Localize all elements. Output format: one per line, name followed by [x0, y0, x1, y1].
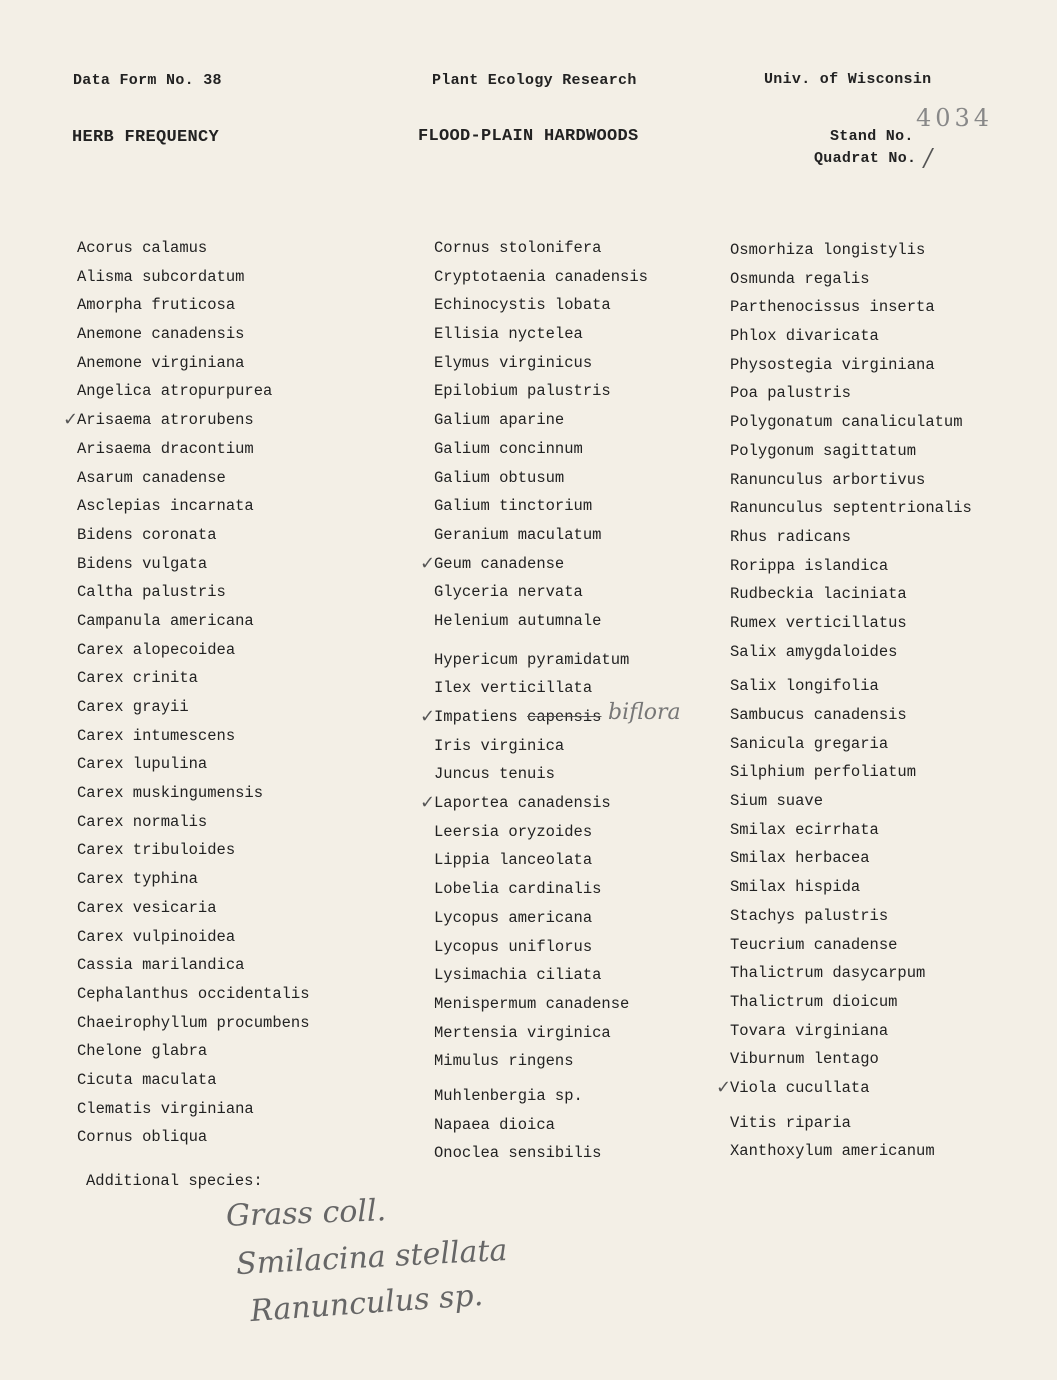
- organization: Plant Ecology Research: [432, 72, 637, 89]
- species-item: Viburnum lentago: [730, 1050, 879, 1069]
- species-item: Angelica atropurpurea: [77, 382, 273, 401]
- check-mark-icon: ✓: [63, 409, 79, 431]
- species-item: Lycopus uniflorus: [434, 937, 593, 956]
- species-item: Cassia marilandica: [77, 956, 245, 975]
- species-item: Rhus radicans: [730, 527, 851, 546]
- species-item: Silphium perfoliatum: [730, 763, 917, 782]
- species-item: Cornus obliqua: [77, 1128, 208, 1147]
- species-item: Asclepias incarnata: [77, 497, 254, 516]
- species-item: Lycopus americana: [434, 908, 593, 927]
- struck-epithet: capensis: [527, 708, 602, 726]
- species-item: Napaea dioica: [434, 1115, 555, 1134]
- species-item: Osmorhiza longistylis: [730, 241, 926, 259]
- species-item: Smilax ecirrhata: [730, 820, 879, 839]
- handwritten-correction: biflora: [608, 700, 681, 725]
- species-item: Sium suave: [730, 792, 824, 811]
- species-item: Tovara virginiana: [730, 1021, 889, 1040]
- species-column-2: [420, 234, 754, 1168]
- species-item: Iris virginica: [434, 736, 565, 755]
- species-item: Carex typhina: [77, 870, 198, 889]
- species-item: Lobelia cardinalis: [434, 880, 602, 899]
- handwritten-species-3: Ranunculus sp.: [249, 1277, 485, 1330]
- species-item: Rorippa islandica: [730, 556, 889, 575]
- additional-species-label: Additional species:: [86, 1172, 263, 1190]
- species-item: Polygonum sagittatum: [730, 441, 917, 460]
- species-item: Clematis virginiana: [77, 1099, 254, 1118]
- species-item-checked: ✓ Impatiens capensis biflora: [434, 703, 754, 732]
- species-item: Juncus tenuis: [434, 765, 555, 784]
- species-item: Hypericum pyramidatum: [434, 650, 630, 669]
- species-item: Chelone glabra: [77, 1042, 208, 1061]
- species-item: Geranium maculatum: [434, 525, 602, 544]
- species-item: Campanula americana: [77, 611, 254, 630]
- species-item: Ellisia nyctelea: [434, 325, 583, 344]
- quadrat-label: Quadrat No.: [814, 150, 917, 167]
- species-item: Salix longifolia: [730, 677, 879, 696]
- species-item: Cryptotaenia canadensis: [434, 267, 648, 286]
- university: Univ. of Wisconsin: [764, 71, 932, 88]
- species-item: Mimulus ringens: [434, 1052, 574, 1071]
- handwritten-species-2: Smilacina stellata: [235, 1232, 509, 1283]
- species-item: Bidens vulgata: [77, 554, 208, 573]
- species-item: Galium concinnum: [434, 439, 583, 458]
- species-item: Rudbeckia laciniata: [730, 585, 907, 604]
- species-item: Galium aparine: [434, 411, 565, 430]
- species-column-1: [63, 234, 397, 1152]
- species-item: Amorpha fruticosa: [77, 296, 236, 315]
- species-item: Onoclea sensibilis: [434, 1144, 602, 1163]
- species-item: Poa palustris: [730, 384, 851, 403]
- form-number: Data Form No. 38: [73, 72, 222, 89]
- form-title: HERB FREQUENCY: [72, 128, 220, 147]
- species-item: Asarum canadense: [77, 468, 226, 487]
- species-item: Stachys palustris: [730, 906, 889, 925]
- species-item: Salix amygdaloides: [730, 642, 898, 661]
- spacer: [434, 636, 754, 646]
- species-item: Rumex verticillatus: [730, 613, 907, 632]
- species-item: Carex alopecoidea: [77, 640, 236, 659]
- species-item: Carex intumescens: [77, 726, 236, 745]
- species-item: Carex grayii: [77, 698, 189, 716]
- species-item: Smilax hispida: [730, 878, 861, 897]
- stand-label: Stand No.: [830, 128, 914, 145]
- species-item: Arisaema dracontium: [77, 439, 254, 458]
- species-item: Carex muskingumensis: [77, 784, 264, 803]
- species-item-checked: ✓ Laportea canadensis: [434, 789, 754, 818]
- species-item: Thalictrum dasycarpum: [730, 964, 926, 983]
- check-mark-icon: ✓: [420, 706, 436, 727]
- species-item: Cornus stolonifera: [434, 239, 602, 257]
- species-item: Elymus virginicus: [434, 353, 593, 372]
- form-subtitle: FLOOD-PLAIN HARDWOODS: [418, 127, 639, 146]
- species-item: Alisma subcordatum: [77, 267, 245, 286]
- species-item: Carex vesicaria: [77, 898, 217, 917]
- species-item-checked: ✓ Geum canadense: [434, 550, 754, 579]
- species-item: Caltha palustris: [77, 583, 226, 602]
- species-item: Sambucus canadensis: [730, 706, 907, 724]
- species-item: Menispermum canadense: [434, 994, 630, 1013]
- species-item: Carex vulpinoidea: [77, 927, 236, 946]
- species-item: Thalictrum dioicum: [730, 992, 898, 1011]
- species-item: Carex crinita: [77, 669, 198, 688]
- species-item: Chaeirophyllum procumbens: [77, 1013, 310, 1032]
- species-item: Parthenocissus inserta: [730, 298, 935, 317]
- species-item: Helenium autumnale: [434, 611, 602, 630]
- species-item-checked: ✓ Viola cucullata: [730, 1074, 1050, 1103]
- species-item: Mertensia virginica: [434, 1023, 611, 1042]
- check-mark-icon: ✓: [420, 792, 436, 814]
- species-item: Teucrium canadense: [730, 935, 898, 954]
- species-item: Ranunculus arbortivus: [730, 470, 926, 489]
- stand-number: 4034: [916, 104, 994, 132]
- species-item: Acorus calamus: [77, 239, 208, 257]
- species-item: Physostegia virginiana: [730, 355, 935, 374]
- species-item: Anemone canadensis: [77, 325, 245, 344]
- species-item: Ilex verticillata: [434, 679, 593, 698]
- species-item: Lysimachia ciliata: [434, 966, 602, 985]
- species-item: Polygonatum canaliculatum: [730, 413, 963, 432]
- check-mark-icon: ✓: [420, 552, 436, 574]
- check-mark-icon: ✓: [716, 1076, 732, 1098]
- species-item-checked: ✓ Arisaema atrorubens: [77, 406, 397, 435]
- species-item: Xanthoxylum americanum: [730, 1142, 935, 1161]
- species-item: Glyceria nervata: [434, 583, 583, 602]
- species-item: Bidens coronata: [77, 525, 217, 544]
- quadrat-number: /: [924, 144, 933, 172]
- species-item: Carex tribuloides: [77, 841, 236, 860]
- species-column-3: [716, 236, 1050, 1166]
- species-item: Cicuta maculata: [77, 1070, 217, 1089]
- species-item: Carex lupulina: [77, 755, 208, 774]
- species-item: Muhlenbergia sp.: [434, 1086, 583, 1105]
- species-item: Phlox divaricata: [730, 327, 879, 346]
- species-item: Epilobium palustris: [434, 382, 611, 401]
- species-item: Lippia lanceolata: [434, 851, 593, 870]
- species-item: Anemone virginiana: [77, 353, 245, 372]
- species-item: Ranunculus septentrionalis: [730, 499, 972, 518]
- species-item: Galium tinctorium: [434, 497, 593, 516]
- handwritten-species-1: Grass coll.: [225, 1193, 387, 1234]
- species-item: Leersia oryzoides: [434, 822, 593, 841]
- species-item: Osmunda regalis: [730, 269, 870, 288]
- species-item: Cephalanthus occidentalis: [77, 984, 310, 1003]
- species-item: Smilax herbacea: [730, 849, 870, 868]
- species-item: Sanicula gregaria: [730, 734, 889, 753]
- species-item: Carex normalis: [77, 812, 208, 831]
- species-item: Galium obtusum: [434, 468, 565, 487]
- species-item: Vitis riparia: [730, 1113, 851, 1132]
- species-item: Echinocystis lobata: [434, 296, 611, 315]
